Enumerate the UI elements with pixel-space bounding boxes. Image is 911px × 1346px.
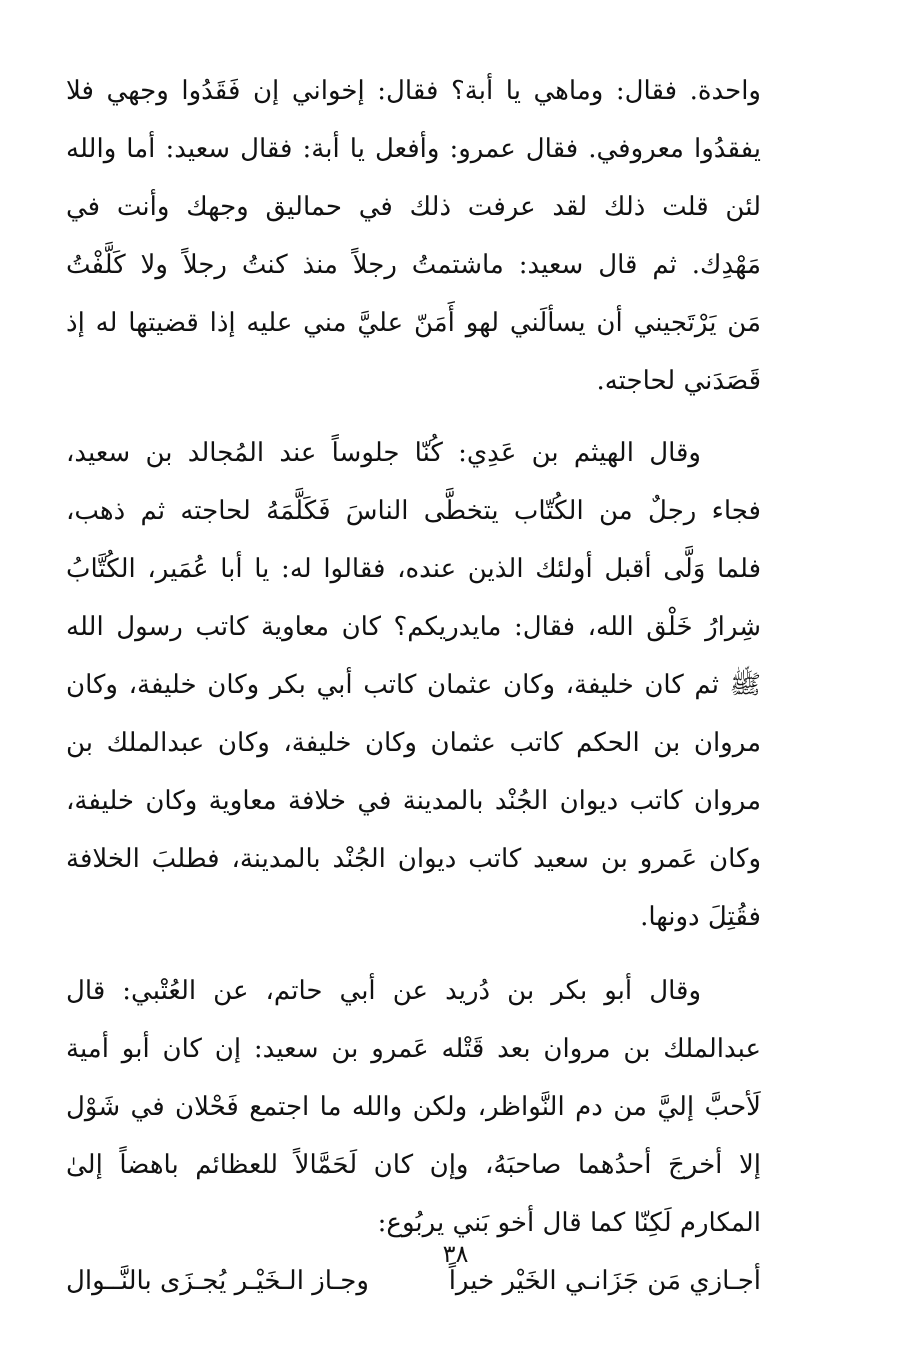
text-line: شِرارُ خَلْق الله، فقال: مايدريكم؟ كان معاوية كاتب رسول الله bbox=[66, 612, 761, 642]
text-line: مروان بن الحكم كاتب عثمان وكان خليفة، وكان عبدالملك بن bbox=[66, 728, 761, 758]
text-line: فلما وَلَّى أقبل أولئك الذين عنده، فقالوا له: يا أبا عُمَير، الكُتَّابُ bbox=[66, 554, 761, 584]
text-line: وكان عَمرو بن سعيد كاتب ديوان الجُنْد بالمدينة، فطلبَ الخلافة bbox=[66, 844, 761, 874]
page-number: ٣٨ bbox=[442, 1240, 469, 1268]
text-line: المكارم لَكِنّا كما قال أخو بَني يربُوع: bbox=[377, 1208, 761, 1238]
text-line: لَأحبَّ إليَّ من دم النَّواظر، ولكن والله ما اجتمع فَحْلان في شَوْل bbox=[66, 1092, 761, 1122]
text-line: قَصَدَني لحاجته. bbox=[596, 366, 761, 396]
text-line: مروان كاتب ديوان الجُنْد بالمدينة في خلافة معاوية وكان خليفة، bbox=[66, 786, 761, 816]
paragraph-1 bbox=[66, 62, 761, 410]
paragraph-2 bbox=[66, 424, 761, 946]
text-line: فجاء رجلٌ من الكُتّاب يتخطَّى الناسَ فَكَلَّمَهُ لحاجته ثم ذهب، bbox=[66, 496, 761, 526]
text-line: فقُتِلَ دونها. bbox=[640, 902, 761, 932]
text-line: مَن يَرْتَجيني أن يسألَني لهو أَمَنّ عليَّ مني عليه إذا قضيتها له إذ bbox=[66, 308, 761, 338]
paragraph-3 bbox=[66, 962, 761, 1252]
text-line: إلا أخرجَ أحدُهما صاحبَهُ، وإن كان لَحَمَّالاً للعظائم باهضاً إلىٰ bbox=[66, 1150, 761, 1180]
verse-second-hemistich: وجـاز الـخَيْـر يُجـزَى بالنَّــوال bbox=[66, 1266, 369, 1296]
text-line: يفقدُوا معروفي. فقال عمرو: وأفعل يا أبة: فقال سعيد: أما والله bbox=[66, 134, 761, 164]
text-line: مَهْدِك. ثم قال سعيد: ماشتمتُ رجلاً منذ كنتُ رجلاً ولا كَلَّفْتُ bbox=[66, 250, 761, 280]
text-line: وقال أبو بكر بن دُريد عن أبي حاتم، عن العُتْبي: قال bbox=[66, 976, 701, 1006]
text-line: واحدة. فقال: وماهي يا أبة؟ فقال: إخواني إن فَقَدُوا وجهي فلا bbox=[66, 76, 761, 106]
text-line: ﷺ ثم كان خليفة، وكان عثمان كاتب أبي بكر وكان خليفة، وكان bbox=[66, 670, 761, 700]
text-line: لئن قلت ذلك لقد عرفت ذلك في حماليق وجهك وأنت في bbox=[66, 192, 761, 222]
text-line: وقال الهيثم بن عَدِي: كُنّا جلوساً عند المُجالد بن سعيد، bbox=[66, 438, 701, 468]
verse-first-hemistich: أجـازي مَن جَزَانـي الخَيْر خيراً bbox=[448, 1266, 761, 1296]
text-line: عبدالملك بن مروان بعد قَتْله عَمرو بن سعيد: إن كان أبو أمية bbox=[66, 1034, 761, 1064]
